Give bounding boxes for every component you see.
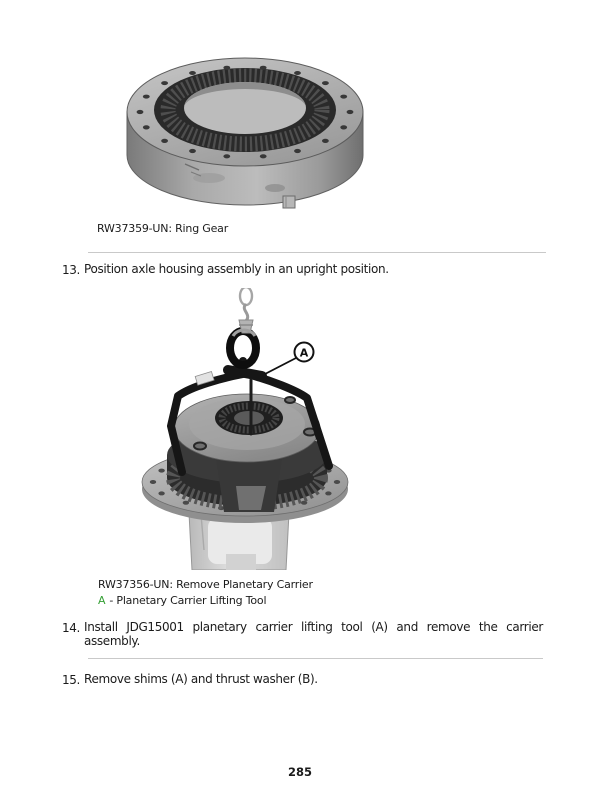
- page-number: 285: [287, 765, 312, 779]
- ring-gear-tab: [283, 196, 295, 208]
- step-number: 13.: [61, 263, 80, 277]
- step-text: Remove shims (A) and thrust washer (B).: [84, 672, 318, 686]
- legend-key-a: A: [98, 594, 106, 607]
- step-text-line1: Install JDG15001 planetary carrier lifting tool (A) and remove the carrier: [84, 620, 543, 634]
- figure-planetary-carrier: [140, 288, 395, 570]
- divider: [88, 658, 543, 659]
- figure-legend: [98, 594, 266, 607]
- step-number: 15.: [61, 673, 80, 687]
- step-text: Position axle housing assembly in an upright position.: [84, 262, 389, 276]
- callout-label: A: [299, 346, 309, 360]
- figure-ring-gear: [125, 56, 365, 211]
- step-number: 14.: [61, 621, 80, 635]
- step-text: [84, 621, 543, 648]
- callout-a: [265, 343, 314, 375]
- ring-gear-image: [125, 56, 365, 211]
- divider: [88, 252, 546, 253]
- figure-caption-ring-gear: RW37359-UN: Ring Gear: [97, 222, 229, 235]
- legend-text: - Planetary Carrier Lifting Tool: [109, 594, 267, 607]
- step-text-line2: assembly.: [84, 633, 140, 648]
- planetary-carrier-image: [140, 288, 395, 570]
- figure-caption-planetary-carrier: RW37356-UN: Remove Planetary Carrier: [98, 578, 313, 591]
- carrier-cap: [174, 394, 320, 462]
- ring-gear-teeth: [154, 68, 336, 152]
